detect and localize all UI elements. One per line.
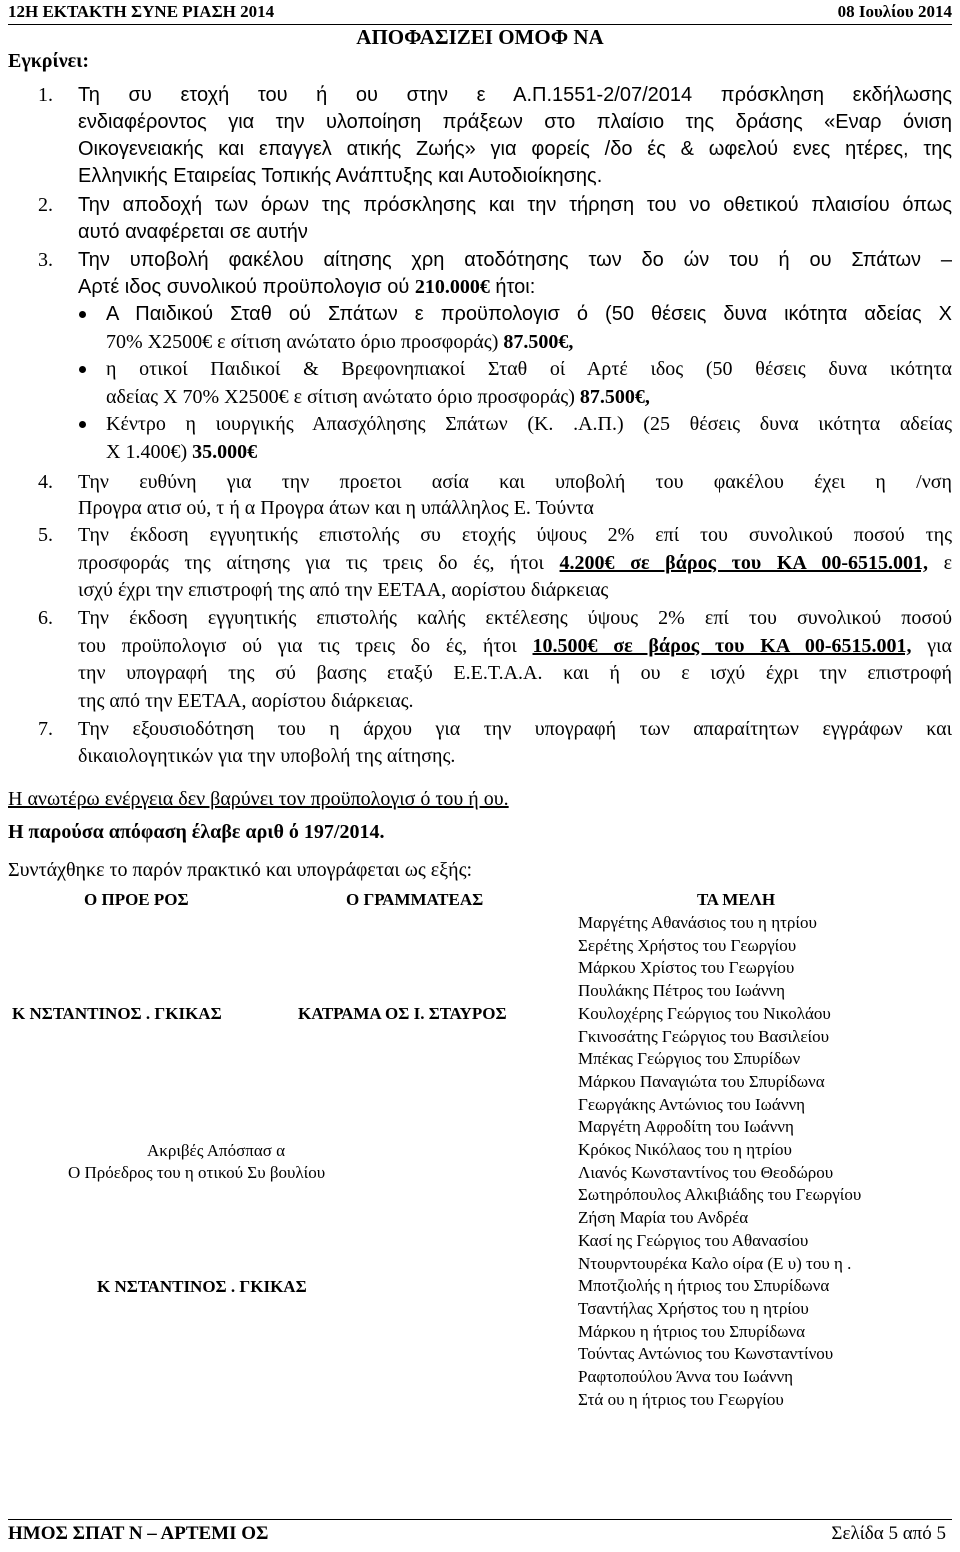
- text-run: αδείας Χ 70% Χ2500€ ε σίτιση ανώτατο όριο προσφοράς): [106, 386, 580, 408]
- member-name: Τούντας Αντώνιος του Κωνσταντίνου: [578, 1344, 834, 1364]
- member-name: Κουλοχέρης Γεώργιος του Νικολάου: [578, 1003, 831, 1023]
- bullet-text-line: [106, 440, 257, 465]
- bullet-text-line: Α Παιδικού Σταθ ού Σπάτων ε προϋπολογισ ό (50 θέσεις δυνα ικότητα αδείας Χ: [106, 303, 952, 325]
- member-name: Κρόκος Νικόλαος του η ητρίου: [578, 1140, 792, 1159]
- item-text-line: Την έκδοση εγγυητικής επιστολής καλής εκτέλεσης ύψους 2% επί του συνολικού ποσού: [78, 607, 952, 629]
- item-text-line: Προγρα ατισ ού, τ ή α Προγρα άτων και η υπάλληλος Ε. Τούντα: [78, 497, 594, 519]
- header-right: 08 Ιουλίου 2014: [837, 2, 952, 21]
- member-name: Πουλάκης Πέτρος του Ιωάννη: [578, 981, 786, 1001]
- copy-line: Ακριβές Απόσπασ α: [147, 1141, 286, 1160]
- members-label: ΤΑ ΜΕΛΗ: [697, 890, 776, 909]
- member-name: Γκινοσάτης Γεώργιος του Βασιλείου: [578, 1026, 829, 1046]
- member-name: Τσαντήλας Χρήστος του η ητρίου: [578, 1298, 809, 1318]
- item-text-line: [78, 275, 535, 300]
- text-run: Χ 1.400€): [106, 441, 193, 463]
- item-text-line: Οικογενειακής και επαγγελ ατικής Ζωής» για φορείς /δο ές & ωφελού ενες ητέρες, της: [78, 138, 952, 160]
- president-name: Κ ΝΣΤΑΝΤΙΝΟΣ . ΓΚΙΚΑΣ: [12, 1004, 222, 1023]
- item-text-line: ενδιαφέροντος για την υλοποίηση πράξεων στο πλαίσιο της δράσης «Εναρ όνιση: [78, 111, 952, 133]
- member-name: Μάρκου Παναγιώτα του Σπυρίδωνα: [578, 1071, 825, 1091]
- item-text-line: Τη συ ετοχή του ή ου στην ε Α.Π.1551-2/07/2014 πρόσκληση εκδήλωσης: [78, 84, 952, 106]
- member-name: Μάρκου Χρίστος του Γεωργίου: [578, 958, 795, 978]
- item-number: 3.: [38, 249, 53, 271]
- amount-total: 210.000€: [414, 276, 490, 298]
- amount: 87.500€,: [579, 386, 650, 408]
- item-text-line: Την υποβολή φακέλου αίτησης χρη ατοδότησης των δο ών του ή ου Σπάτων –: [78, 249, 952, 271]
- decision-value: 197/2014.: [303, 821, 385, 843]
- member-name: Μποτζιολής η ήτριος του Σπυρίδωνα: [578, 1276, 830, 1296]
- item-text-line: Την ευθύνη για την προετοι ασία και υποβολή του φακέλου έχει η /νση: [78, 471, 952, 493]
- decision-number: [8, 820, 384, 845]
- signed-line: Συντάχθηκε το παρόν πρακτικό και υπογράφεται ως εξής:: [8, 859, 473, 881]
- item-text-line: Την έκδοση εγγυητικής επιστολής συ ετοχής ύψους 2% επί του συνολικού ποσού της: [78, 524, 952, 546]
- bullet-text-line: [106, 330, 573, 355]
- guarantee-amount: 10.500€ σε βάρος του ΚΑ 00-6515.001,: [532, 635, 912, 657]
- member-name: Ντουρντουρέκα Καλο οίρα (Ε υ) του η .: [578, 1253, 852, 1273]
- text-run: προσφοράς της αίτησης για τις τρεις δο ές, ήτοι: [78, 552, 560, 574]
- footer-right: Σελίδα 5 από 5: [831, 1523, 946, 1544]
- member-name: Σωτηρόπουλος Αλκιβιάδης του Γεωργίου: [578, 1185, 862, 1205]
- item-text-line: την υπογραφή της σύ βασης εταξύ Ε.Ε.Τ.Α.Α. και ή ου ε ισχύ έχρι την επιστροφή: [78, 662, 952, 684]
- member-name: Στά ου η ήτριος του Γεωργίου: [578, 1389, 784, 1409]
- item-text-line: Την εξουσιοδότηση του η άρχου για την υπογραφή των απαραίτητων εγγράφων και: [78, 718, 952, 740]
- guarantee-amount: 4.200€ σε βάρος του ΚΑ 00-6515.001,: [559, 552, 928, 574]
- member-name: Μαργέτης Αθανάσιος του η ητρίου: [578, 913, 817, 932]
- budget-note: Η ανωτέρω ενέργεια δεν βαρύνει τον προϋπολογισ ό του ή ου.: [8, 788, 509, 810]
- footer-left: ΗΜΟΣ ΣΠΑΤ Ν – ΑΡΤΕΜΙ ΟΣ: [8, 1523, 269, 1544]
- amount: 35.000€: [192, 441, 258, 463]
- item-number: 7.: [38, 718, 53, 740]
- member-name: Ζήση Μαρία του Ανδρέα: [578, 1208, 749, 1228]
- text-run: για: [911, 635, 952, 657]
- text-run: του προϋπολογισ ού για τις τρεις δο ές, ήτοι: [78, 635, 533, 657]
- member-name: Ραφτοπούλου Άννα του Ιωάννη: [578, 1367, 794, 1386]
- item-text-line: της από την ΕΕΤΑΑ, αορίστου διάρκειας.: [78, 690, 414, 712]
- amount: 87.500€,: [503, 331, 574, 353]
- secretary-label: Ο ΓΡΑΜΜΑΤΕΑΣ: [346, 890, 484, 909]
- member-name: Μπέκας Γεώργιος του Σπυρίδων: [578, 1049, 801, 1069]
- text-run: Αρτέ ιδος συνολικού προϋπολογισ ού: [78, 276, 415, 298]
- item-number: 5.: [38, 524, 53, 546]
- text-run: ε: [927, 552, 952, 574]
- member-name: Γεωργάκης Αντώνιος του Ιωάννη: [578, 1094, 806, 1114]
- item-text-line: [78, 551, 952, 576]
- copy-line: Ο Πρόεδρος του η οτικού Συ βουλίου: [68, 1163, 326, 1182]
- item-number: 4.: [38, 471, 53, 493]
- member-name: Κασί ης Γεώργιος του Αθανασίου: [578, 1230, 809, 1250]
- bullet-dot: [79, 311, 86, 318]
- member-name: Μάρκου η ήτριος του Σπυρίδωνα: [578, 1321, 806, 1341]
- item-number: 1.: [38, 84, 53, 106]
- member-name: Σερέτης Χρήστος του Γεωργίου: [578, 935, 797, 955]
- bullet-dot: [79, 421, 86, 428]
- item-number: 6.: [38, 607, 53, 629]
- item-number: 2.: [38, 194, 53, 216]
- item-text-line: Ελληνικής Εταιρείας Τοπικής Ανάπτυξης και Αυτοδιοίκησης.: [78, 165, 603, 187]
- bullet-dot: [79, 366, 86, 373]
- copy-name: Κ ΝΣΤΑΝΤΙΝΟΣ . ΓΚΙΚΑΣ: [97, 1277, 307, 1296]
- text-run: ήτοι:: [489, 276, 536, 298]
- secretary-name: ΚΑΤΡΑΜΑ ΟΣ Ι. ΣΤΑΥΡΟΣ: [298, 1004, 507, 1023]
- bullet-text-line: Κέντρο η ιουργικής Απασχόλησης Σπάτων (Κ. .Α.Π.) (25 θέσεις δυνα ικότητα αδείας: [106, 413, 952, 435]
- text-run: Η παρούσα απόφαση έλαβε αριθ ό: [8, 821, 304, 843]
- item-text-line: αυτό αναφέρεται σε αυτήν: [78, 221, 308, 243]
- approves-label: Εγκρίνει:: [8, 50, 90, 72]
- page-title: ΑΠΟΦΑΣΙΖΕΙ ΟΜΟΦ ΝΑ: [356, 25, 604, 49]
- footer-divider: [8, 1519, 952, 1520]
- member-name: Μαργέτη Αφροδίτη του Ιωάννη: [578, 1117, 794, 1137]
- item-text-line: Την αποδοχή των όρων της πρόσκλησης και την τήρηση του νο οθετικού πλαισίου όπως: [78, 194, 952, 216]
- bullet-text-line: [106, 385, 650, 410]
- member-name: Λιανός Κωνσταντίνος του Θεοδώρου: [578, 1162, 834, 1182]
- bullet-text-line: η οτικοί Παιδικοί & Βρεφονηπιακοί Σταθ οί Αρτέ ιδος (50 θέσεις δυνα ικότητα: [106, 358, 952, 380]
- text-run: 70% Χ2500€ ε σίτιση ανώτατο όριο προσφοράς): [106, 331, 504, 353]
- header-left: 12Η ΕΚΤΑΚΤΗ ΣΥΝΕ ΡΙΑΣΗ 2014: [8, 2, 275, 21]
- item-text-line: [78, 634, 952, 659]
- item-text-line: δικαιολογητικών για την υποβολή της αίτησης.: [78, 745, 456, 767]
- president-label: Ο ΠΡΟΕ ΡΟΣ: [84, 890, 189, 909]
- item-text-line: ισχύ έχρι την επιστροφή της από την ΕΕΤΑΑ, αορίστου διάρκειας: [78, 579, 609, 601]
